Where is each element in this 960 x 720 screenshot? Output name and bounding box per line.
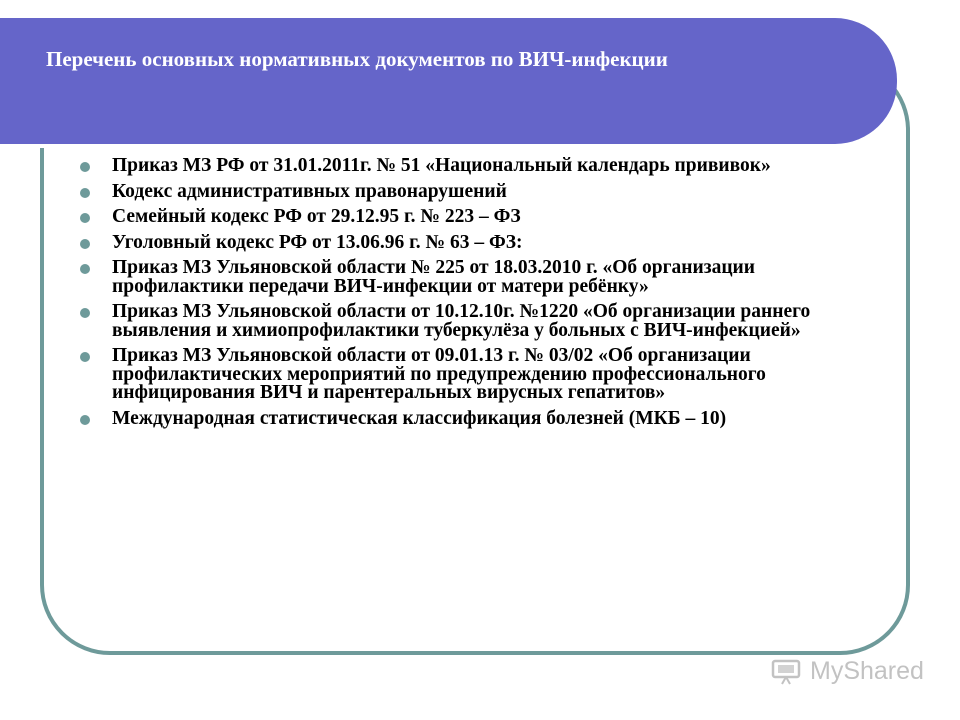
document-list	[80, 157, 890, 435]
list-item-text: Приказ МЗ Ульяновской области от 09.01.13 г. № 03/02 «Об организации профилактических мероприятий по предупреждению профессионального инфицирования ВИЧ и парентеральных вирусных гепатитов»	[112, 345, 766, 403]
list-item-text: Приказ МЗ РФ от 31.01.2011г. № 51 «Национальный календарь прививок»	[112, 155, 771, 176]
bullet-dot-icon	[80, 264, 90, 274]
list-item-text: Международная статистическая классификация болезней (МКБ – 10)	[112, 407, 727, 429]
list-item-text: Приказ МЗ Ульяновской области от 10.12.10г. №1220 «Об организации раннего выявления и химиопрофилактики туберкулёза у больных с ВИЧ-инфекцией»	[112, 301, 811, 341]
slide-title: Перечень основных нормативных документов по ВИЧ-инфекции	[46, 47, 668, 71]
list-item	[80, 208, 890, 227]
list-item	[80, 259, 890, 296]
list-item-text: Уголовный кодекс РФ от 13.06.96 г. № 63 – ФЗ:	[112, 231, 523, 253]
bullet-dot-icon	[80, 239, 90, 249]
presentation-screen-icon	[770, 659, 806, 685]
bullet-dot-icon	[80, 415, 90, 425]
title-underline	[0, 144, 849, 148]
list-item	[80, 347, 890, 403]
list-item	[80, 231, 890, 253]
bullet-dot-icon	[80, 308, 90, 318]
title-banner	[0, 18, 897, 144]
bullet-dot-icon	[80, 188, 90, 198]
watermark-text: MyShared	[810, 657, 924, 685]
list-item-text: Приказ МЗ Ульяновской области № 225 от 18.03.2010 г. «Об организации профилактики передачи ВИЧ-инфекции от матери ребёнку»	[112, 257, 756, 297]
list-item	[80, 157, 890, 176]
bullet-dot-icon	[80, 352, 90, 362]
list-item-text: Кодекс административных правонарушений	[112, 180, 507, 202]
list-item	[80, 180, 890, 202]
list-item	[80, 407, 890, 429]
list-item-text: Семейный кодекс РФ от 29.12.95 г. № 223 – ФЗ	[112, 206, 521, 227]
bullet-dot-icon	[80, 162, 90, 172]
watermark	[770, 657, 924, 686]
bullet-dot-icon	[80, 213, 90, 223]
list-item	[80, 303, 890, 340]
